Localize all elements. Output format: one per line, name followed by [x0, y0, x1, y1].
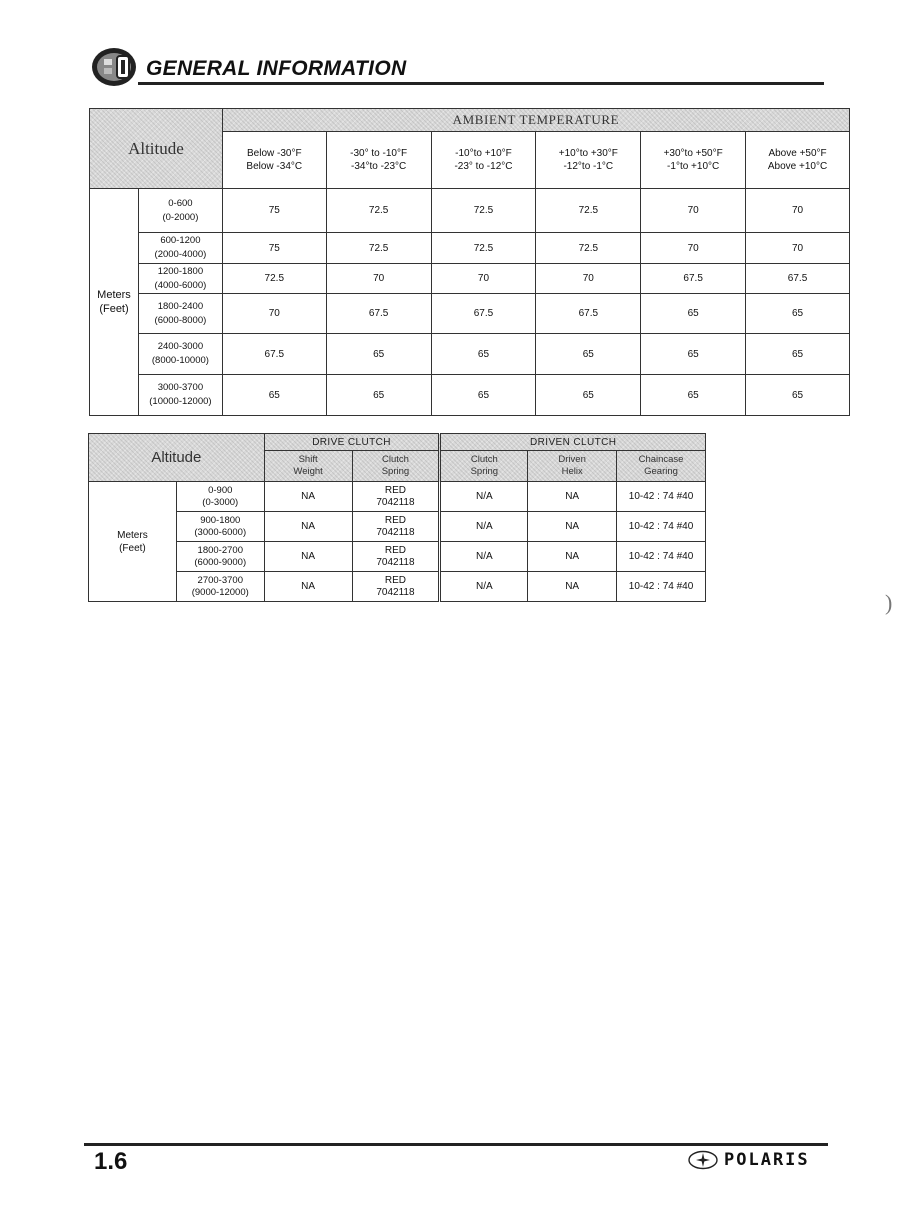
altitude-range — [138, 189, 222, 233]
value-cell: 65 — [431, 375, 536, 416]
value-cell: 72.5 — [222, 264, 326, 294]
line: Below -30°F — [246, 148, 302, 159]
line: (0-3000) — [202, 496, 239, 508]
driven-spring-cell: N/A — [440, 482, 528, 512]
driven-helix-cell: NA — [528, 542, 617, 572]
altitude-range — [138, 375, 222, 416]
line: -23° to -12°C — [454, 161, 513, 172]
value-cell: 65 — [746, 375, 850, 416]
temperature-column-header — [536, 132, 641, 189]
line: 2700-3700 — [197, 574, 243, 586]
value-cell: 65 — [641, 334, 746, 375]
value-cell: 67.5 — [222, 334, 326, 375]
line: Weight — [293, 466, 323, 477]
driven-helix-cell: NA — [528, 482, 617, 512]
value-cell: 67.5 — [431, 294, 536, 334]
temperature-column-header — [326, 132, 431, 189]
table-row — [90, 294, 850, 334]
line: Driven — [558, 454, 586, 465]
value-cell: 67.5 — [326, 294, 431, 334]
value-cell: 67.5 — [536, 294, 641, 334]
line: (9000-12000) — [191, 586, 249, 598]
line: Spring — [381, 466, 410, 477]
clutch-spring-cell — [352, 542, 440, 572]
section-engine-icon — [90, 46, 140, 88]
brand-logo — [688, 1150, 828, 1172]
shift-weight-cell: NA — [264, 482, 352, 512]
chaincase-gearing-cell: 10-42 : 74 #40 — [617, 542, 706, 572]
line: Above +50°F — [768, 148, 827, 159]
altitude-range — [138, 294, 222, 334]
table-row — [90, 233, 850, 264]
clutch-subcolumn-header — [617, 451, 706, 482]
line: Spring — [470, 466, 499, 477]
margin-mark: ) — [885, 590, 893, 615]
temperature-column-header — [222, 132, 326, 189]
chaincase-gearing-cell: 10-42 : 74 #40 — [617, 572, 706, 602]
table-row — [89, 512, 706, 542]
driven-spring-cell: N/A — [440, 572, 528, 602]
drive-clutch-header: DRIVE CLUTCH — [264, 434, 440, 451]
driven-clutch-header: DRIVEN CLUTCH — [440, 434, 706, 451]
table-body — [89, 482, 706, 602]
clutch-subcolumn-header — [264, 451, 352, 482]
line: Clutch — [470, 454, 498, 465]
footer-rule — [84, 1143, 828, 1146]
ambient-temperature-header: AMBIENT TEMPERATURE — [222, 109, 849, 132]
line: +10°to +30°F — [558, 148, 618, 159]
line: (6000-9000) — [194, 556, 247, 568]
table-row — [90, 334, 850, 375]
value-cell: 70 — [536, 264, 641, 294]
altitude-range — [138, 334, 222, 375]
value-cell: 75 — [222, 233, 326, 264]
value-cell: 70 — [746, 233, 850, 264]
line: 3000-3700 — [157, 382, 204, 393]
altitude-units — [90, 189, 139, 416]
line: -12°to -1°C — [563, 161, 614, 172]
altitude-header: Altitude — [89, 434, 265, 482]
value-cell: 70 — [641, 189, 746, 233]
altitude-range — [176, 542, 264, 572]
value-cell: 67.5 — [641, 264, 746, 294]
line: RED — [384, 484, 407, 496]
line: RED — [384, 544, 407, 556]
line: 1800-2400 — [157, 300, 204, 312]
table-row — [90, 375, 850, 416]
clutch-subcolumn-header — [440, 451, 528, 482]
value-cell: 70 — [326, 264, 431, 294]
clutch-setup-table — [88, 433, 706, 602]
value-cell: 65 — [431, 334, 536, 375]
line: Below -34°C — [246, 161, 303, 172]
line: -1°to +10°C — [667, 161, 720, 172]
table-row — [90, 264, 850, 294]
value-cell: 72.5 — [326, 189, 431, 233]
shift-weight-cell: NA — [264, 572, 352, 602]
clutch-weight-table — [89, 108, 850, 416]
line: 7042118 — [376, 556, 415, 568]
value-cell: 65 — [641, 375, 746, 416]
line: Gearing — [644, 466, 678, 477]
value-cell: 65 — [746, 334, 850, 375]
altitude-range — [176, 572, 264, 602]
value-cell: 65 — [222, 375, 326, 416]
page-number: 1.6 — [94, 1148, 128, 1175]
altitude-range — [138, 233, 222, 264]
chaincase-gearing-cell: 10-42 : 74 #40 — [617, 482, 706, 512]
table-row — [89, 542, 706, 572]
line: Clutch — [381, 454, 409, 465]
line: Chaincase — [638, 454, 684, 465]
value-cell: 70 — [746, 189, 850, 233]
line: (10000-12000) — [149, 396, 212, 407]
line: (Feet) — [99, 303, 129, 315]
value-cell: 65 — [641, 294, 746, 334]
value-cell: 72.5 — [536, 189, 641, 233]
line: 1800-2700 — [197, 544, 243, 556]
temperature-column-header — [641, 132, 746, 189]
value-cell: 75 — [222, 189, 326, 233]
line: +30°to +50°F — [663, 148, 723, 159]
table-row — [89, 572, 706, 602]
line: -10°to +10°F — [455, 148, 512, 159]
line: 900-1800 — [200, 514, 241, 526]
value-cell: 72.5 — [431, 189, 536, 233]
line: 2400-3000 — [157, 341, 204, 352]
shift-weight-cell: NA — [264, 542, 352, 572]
altitude-range — [138, 264, 222, 294]
table-body — [90, 189, 850, 416]
value-cell: 72.5 — [326, 233, 431, 264]
value-cell: 72.5 — [431, 233, 536, 264]
value-cell: 70 — [641, 233, 746, 264]
brand-name: POLARIS — [724, 1150, 810, 1170]
clutch-spring-cell — [352, 482, 440, 512]
clutch-spring-cell — [352, 512, 440, 542]
driven-spring-cell: N/A — [440, 542, 528, 572]
shift-weight-cell: NA — [264, 512, 352, 542]
value-cell: 67.5 — [746, 264, 850, 294]
value-cell: 65 — [326, 375, 431, 416]
line: 7042118 — [376, 526, 415, 538]
line: 1200-1800 — [157, 265, 204, 277]
line: Meters — [117, 529, 148, 541]
value-cell: 70 — [431, 264, 536, 294]
line: 0-600 — [168, 197, 193, 209]
line: Helix — [561, 466, 583, 477]
line: (4000-6000) — [154, 279, 207, 291]
table-row — [90, 189, 850, 233]
page-title: GENERAL INFORMATION — [146, 57, 407, 80]
temperature-column-header — [746, 132, 850, 189]
line: (3000-6000) — [194, 526, 247, 538]
line: 600-1200 — [160, 235, 201, 246]
driven-helix-cell: NA — [528, 572, 617, 602]
line: (0-2000) — [162, 211, 199, 223]
line: 7042118 — [376, 496, 415, 508]
table-row — [89, 482, 706, 512]
line: -30° to -10°F — [350, 148, 408, 159]
line: RED — [384, 514, 407, 526]
line: 7042118 — [376, 586, 415, 598]
line: (8000-10000) — [151, 355, 209, 366]
line: Meters — [97, 289, 131, 301]
chaincase-gearing-cell: 10-42 : 74 #40 — [617, 512, 706, 542]
line: Above +10°C — [767, 161, 828, 172]
altitude-units — [89, 482, 177, 602]
value-cell: 65 — [536, 334, 641, 375]
line: -34°to -23°C — [351, 161, 407, 172]
header-rule — [138, 82, 824, 85]
temperature-column-header — [431, 132, 536, 189]
line: 0-900 — [208, 484, 233, 496]
line: RED — [384, 574, 407, 586]
value-cell: 72.5 — [536, 233, 641, 264]
clutch-subcolumn-header — [528, 451, 617, 482]
line: (6000-8000) — [154, 314, 207, 326]
value-cell: 65 — [326, 334, 431, 375]
line: (Feet) — [119, 542, 146, 554]
altitude-range — [176, 482, 264, 512]
driven-spring-cell: N/A — [440, 512, 528, 542]
clutch-spring-cell — [352, 572, 440, 602]
value-cell: 70 — [222, 294, 326, 334]
altitude-range — [176, 512, 264, 542]
altitude-header: Altitude — [90, 109, 223, 189]
line: Shift — [298, 454, 318, 465]
page-header — [90, 46, 824, 88]
value-cell: 65 — [536, 375, 641, 416]
clutch-subcolumn-header — [352, 451, 440, 482]
polaris-star-icon — [688, 1150, 718, 1170]
value-cell: 65 — [746, 294, 850, 334]
driven-helix-cell: NA — [528, 512, 617, 542]
line: (2000-4000) — [154, 249, 207, 260]
